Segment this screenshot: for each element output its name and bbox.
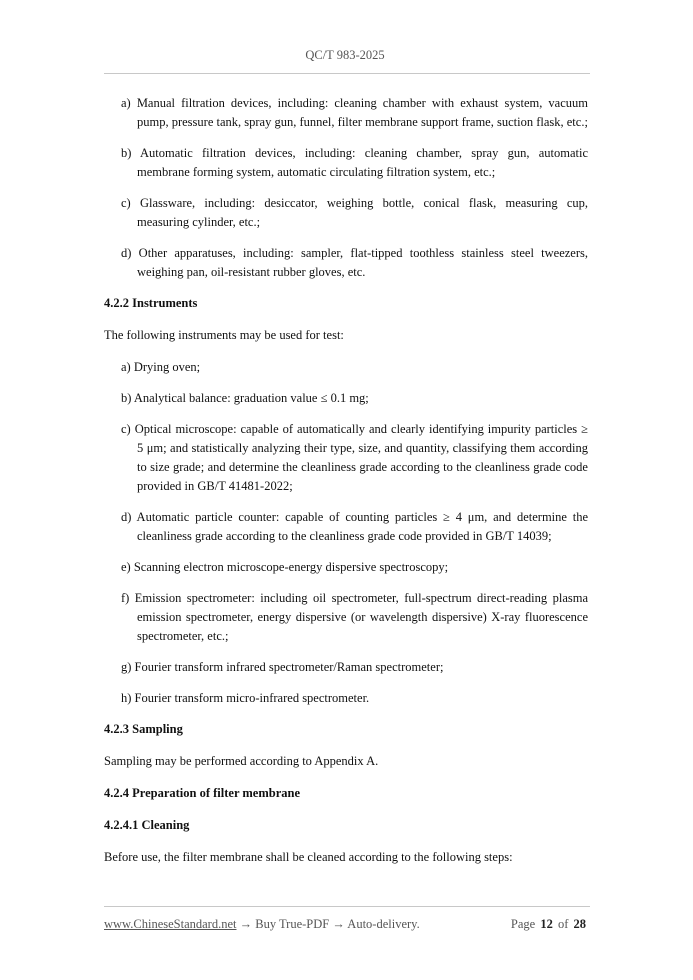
list-item: d) Automatic particle counter: capable of counting particles ≥ 4 μm, and determine the cleanliness grade according to the cleanliness grade code provided in GB/T 14039; [121,510,589,543]
footer-divider [104,906,590,907]
website-link[interactable]: www.ChineseStandard.net [104,917,237,931]
list-item: c) Glassware, including: desiccator, weighing bottle, conical flask, measuring cup, measuring cylinder, etc.; [121,196,588,229]
list-item: b) Automatic filtration devices, including: cleaning chamber, spray gun, automatic membrane forming system, automatic circulating filtration system, etc.; [121,146,589,179]
list-item: a) Manual filtration devices, including: cleaning chamber with exhaust system, vacuum pump, pressure tank, spray gun, funnel, filter membrane support frame, suction flask, etc.; [121,96,588,129]
section-heading-preparation: 4.2.4 Preparation of filter membrane [104,786,301,800]
instruments-list [104,358,588,708]
list-item: h) Fourier transform micro-infrared spectrometer. [121,691,370,705]
section-heading-sampling: 4.2.3 Sampling [104,722,183,736]
footer-promo [104,917,420,932]
list-item: d) Other apparatuses, including: sampler, flat-tipped toothless stainless steel tweezers, weighing pan, oil-resistant rubber gloves, etc. [121,246,588,279]
document-footer [104,917,586,932]
promo-text: → Buy True-PDF → Auto-delivery. [236,917,420,931]
sampling-text: Sampling may be performed according to Appendix A. [104,754,379,768]
list-item: c) Optical microscope: capable of automatically and clearly identifying impurity particles ≥ 5 μm; and statistically analyzing their type, size, and quantity, classifying them according to size grade; and determine the cleanliness grade according to the cleanliness grade code provided in GB/T 41481-2022; [121,422,588,493]
header-divider [104,73,590,74]
apparatus-list [104,94,588,282]
instruments-intro: The following instruments may be used for test: [104,328,344,342]
list-item: f) Emission spectrometer: including oil spectrometer, full-spectrum direct-reading plasma emission spectrometer, energy dispersive (or wavelength dispersive) X-ray fluorescence spectrometer, etc.; [121,591,588,643]
section-heading-cleaning: 4.2.4.1 Cleaning [104,818,190,832]
total-pages: 28 [573,917,586,931]
section-heading-instruments: 4.2.2 Instruments [104,296,198,310]
page-indicator: Page 12 of 28 [510,917,586,931]
standard-number: QC/T 983-2025 [305,48,385,62]
list-item: a) Drying oven; [121,360,201,374]
list-item: g) Fourier transform infrared spectrometer/Raman spectrometer; [121,660,444,674]
list-item: b) Analytical balance: graduation value ≤ 0.1 mg; [121,391,369,405]
cleaning-text: Before use, the filter membrane shall be cleaned according to the following steps: [104,850,513,864]
document-header [104,48,586,63]
list-item: e) Scanning electron microscope-energy dispersive spectroscopy; [121,560,449,574]
page-content [104,94,588,880]
current-page: 12 [540,917,553,931]
